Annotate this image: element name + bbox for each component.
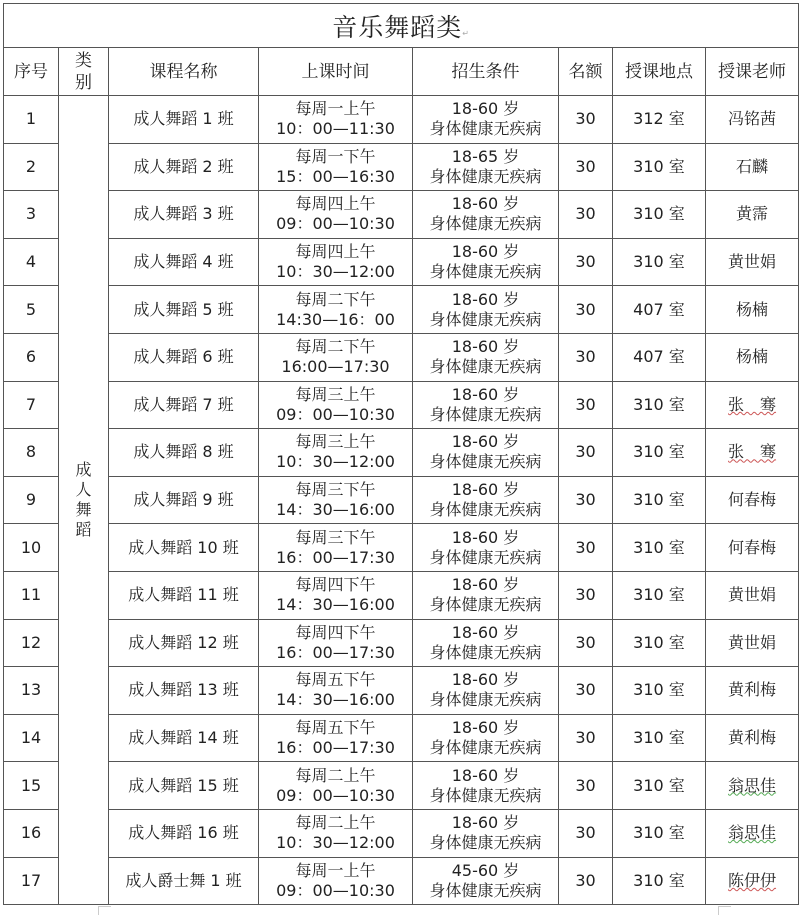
cell-class-time bbox=[259, 524, 413, 572]
cell-quota: 30 bbox=[559, 191, 613, 239]
cell-quota: 30 bbox=[559, 381, 613, 429]
class-hours: 14：30—16:00 bbox=[276, 595, 395, 615]
cell-index: 14 bbox=[4, 714, 59, 762]
health-requirement: 身体健康无疾病 bbox=[429, 357, 542, 377]
cell-course-name: 成人舞蹈 4 班 bbox=[109, 238, 259, 286]
cell-location: 310 室 bbox=[613, 571, 706, 619]
cell-quota: 30 bbox=[559, 476, 613, 524]
class-day: 每周四下午 bbox=[295, 622, 376, 642]
class-hours: 14：30—16:00 bbox=[276, 500, 395, 520]
age-range: 18-60 岁 bbox=[451, 432, 520, 452]
cell-teacher: 黄霈 bbox=[706, 191, 799, 239]
cell-course-name: 成人爵士舞 1 班 bbox=[109, 857, 259, 905]
age-range: 18-60 岁 bbox=[451, 337, 520, 357]
cell-teacher: 张 骞 bbox=[706, 381, 799, 429]
cell-teacher: 张 骞 bbox=[706, 429, 799, 477]
age-range: 18-65 岁 bbox=[451, 146, 520, 166]
cell-requirement bbox=[413, 476, 559, 524]
age-range: 18-60 岁 bbox=[451, 480, 520, 500]
cell-class-time bbox=[259, 571, 413, 619]
cell-quota: 30 bbox=[559, 286, 613, 334]
cell-location: 310 室 bbox=[613, 762, 706, 810]
table-title bbox=[4, 4, 799, 48]
cell-teacher: 陈伊伊 bbox=[706, 857, 799, 905]
cell-location: 310 室 bbox=[613, 667, 706, 715]
cell-requirement bbox=[413, 619, 559, 667]
cell-course-name: 成人舞蹈 12 班 bbox=[109, 619, 259, 667]
cell-quota: 30 bbox=[559, 667, 613, 715]
cell-requirement bbox=[413, 714, 559, 762]
cell-class-time bbox=[259, 333, 413, 381]
table-row bbox=[4, 809, 799, 857]
cell-index: 4 bbox=[4, 238, 59, 286]
table-row bbox=[4, 667, 799, 715]
table-row bbox=[4, 429, 799, 477]
age-range: 18-60 岁 bbox=[451, 99, 520, 119]
cell-class-time bbox=[259, 191, 413, 239]
class-hours: 09：00—10:30 bbox=[276, 214, 395, 234]
class-hours: 16:00—17:30 bbox=[281, 357, 390, 377]
cell-course-name: 成人舞蹈 15 班 bbox=[109, 762, 259, 810]
cell-requirement bbox=[413, 667, 559, 715]
age-range: 18-60 岁 bbox=[451, 622, 520, 642]
cell-requirement bbox=[413, 524, 559, 572]
cell-class-time bbox=[259, 667, 413, 715]
table-row bbox=[4, 238, 799, 286]
category-char: 成 bbox=[75, 460, 92, 480]
header-index: 序号 bbox=[4, 48, 59, 96]
cell-category bbox=[59, 96, 109, 905]
cell-index: 8 bbox=[4, 429, 59, 477]
header-quota: 名额 bbox=[559, 48, 613, 96]
cell-quota: 30 bbox=[559, 714, 613, 762]
header-time: 上课时间 bbox=[259, 48, 413, 96]
cell-quota: 30 bbox=[559, 143, 613, 191]
cell-teacher: 翁思佳 bbox=[706, 762, 799, 810]
table-row bbox=[4, 286, 799, 334]
cell-location: 310 室 bbox=[613, 381, 706, 429]
cell-index: 5 bbox=[4, 286, 59, 334]
cell-teacher: 何春梅 bbox=[706, 524, 799, 572]
class-hours: 10：30—12:00 bbox=[276, 833, 395, 853]
cell-quota: 30 bbox=[559, 857, 613, 905]
health-requirement: 身体健康无疾病 bbox=[429, 595, 542, 615]
age-range: 45-60 岁 bbox=[451, 860, 520, 880]
age-range: 18-60 岁 bbox=[451, 384, 520, 404]
class-hours: 10：30—12:00 bbox=[276, 452, 395, 472]
table-row bbox=[4, 333, 799, 381]
cell-class-time bbox=[259, 238, 413, 286]
class-hours: 14:30—16：00 bbox=[276, 309, 395, 329]
health-requirement: 身体健康无疾病 bbox=[429, 404, 542, 424]
cell-requirement bbox=[413, 286, 559, 334]
age-range: 18-60 岁 bbox=[451, 575, 520, 595]
age-range: 18-60 岁 bbox=[451, 718, 520, 738]
class-day: 每周四上午 bbox=[295, 194, 376, 214]
cell-quota: 30 bbox=[559, 524, 613, 572]
class-hours: 10：00—11:30 bbox=[276, 119, 395, 139]
cell-course-name: 成人舞蹈 7 班 bbox=[109, 381, 259, 429]
cell-teacher: 石麟 bbox=[706, 143, 799, 191]
class-hours: 16：00—17:30 bbox=[276, 642, 395, 662]
health-requirement: 身体健康无疾病 bbox=[429, 500, 542, 520]
class-hours: 15：00—16:30 bbox=[276, 166, 395, 186]
cell-teacher: 翁思佳 bbox=[706, 809, 799, 857]
cell-index: 13 bbox=[4, 667, 59, 715]
cell-requirement bbox=[413, 238, 559, 286]
cell-quota: 30 bbox=[559, 619, 613, 667]
cell-teacher: 杨楠 bbox=[706, 333, 799, 381]
cell-class-time bbox=[259, 381, 413, 429]
cell-location: 407 室 bbox=[613, 333, 706, 381]
class-day: 每周五下午 bbox=[295, 718, 376, 738]
cell-course-name: 成人舞蹈 10 班 bbox=[109, 524, 259, 572]
age-range: 18-60 岁 bbox=[451, 813, 520, 833]
class-day: 每周三下午 bbox=[295, 527, 376, 547]
cell-location: 310 室 bbox=[613, 857, 706, 905]
table-row bbox=[4, 714, 799, 762]
cell-requirement bbox=[413, 381, 559, 429]
health-requirement: 身体健康无疾病 bbox=[429, 119, 542, 139]
cell-course-name: 成人舞蹈 6 班 bbox=[109, 333, 259, 381]
health-requirement: 身体健康无疾病 bbox=[429, 452, 542, 472]
cell-quota: 30 bbox=[559, 809, 613, 857]
header-location: 授课地点 bbox=[613, 48, 706, 96]
cell-teacher: 何春梅 bbox=[706, 476, 799, 524]
cell-location: 310 室 bbox=[613, 238, 706, 286]
paragraph-mark-icon: ↵ bbox=[462, 28, 470, 38]
cell-course-name: 成人舞蹈 5 班 bbox=[109, 286, 259, 334]
table-row bbox=[4, 381, 799, 429]
cell-quota: 30 bbox=[559, 96, 613, 144]
cell-course-name: 成人舞蹈 14 班 bbox=[109, 714, 259, 762]
cell-index: 3 bbox=[4, 191, 59, 239]
header-row bbox=[4, 48, 799, 96]
cell-location: 310 室 bbox=[613, 809, 706, 857]
age-range: 18-60 岁 bbox=[451, 765, 520, 785]
cell-class-time bbox=[259, 429, 413, 477]
cell-index: 16 bbox=[4, 809, 59, 857]
cell-teacher: 黄世娟 bbox=[706, 571, 799, 619]
table-row bbox=[4, 619, 799, 667]
table-row bbox=[4, 762, 799, 810]
cell-index: 7 bbox=[4, 381, 59, 429]
cell-class-time bbox=[259, 476, 413, 524]
class-day: 每周五下午 bbox=[295, 670, 376, 690]
cell-location: 407 室 bbox=[613, 286, 706, 334]
cell-class-time bbox=[259, 762, 413, 810]
health-requirement: 身体健康无疾病 bbox=[429, 880, 542, 900]
cell-index: 12 bbox=[4, 619, 59, 667]
cell-requirement bbox=[413, 429, 559, 477]
table-row bbox=[4, 143, 799, 191]
class-hours: 16：00—17:30 bbox=[276, 738, 395, 758]
cell-index: 15 bbox=[4, 762, 59, 810]
class-hours: 09：00—10:30 bbox=[276, 404, 395, 424]
cell-requirement bbox=[413, 857, 559, 905]
class-hours: 14：30—16:00 bbox=[276, 690, 395, 710]
cell-requirement bbox=[413, 762, 559, 810]
cell-class-time bbox=[259, 809, 413, 857]
class-day: 每周二下午 bbox=[295, 289, 376, 309]
health-requirement: 身体健康无疾病 bbox=[429, 309, 542, 329]
cell-requirement bbox=[413, 96, 559, 144]
class-hours: 09：00—10:30 bbox=[276, 880, 395, 900]
table-row bbox=[4, 96, 799, 144]
class-day: 每周二上午 bbox=[295, 765, 376, 785]
cell-course-name: 成人舞蹈 13 班 bbox=[109, 667, 259, 715]
cell-class-time bbox=[259, 714, 413, 762]
header-requirement: 招生条件 bbox=[413, 48, 559, 96]
cell-class-time bbox=[259, 143, 413, 191]
table-row bbox=[4, 571, 799, 619]
cell-teacher: 杨楠 bbox=[706, 286, 799, 334]
cell-class-time bbox=[259, 619, 413, 667]
health-requirement: 身体健康无疾病 bbox=[429, 547, 542, 567]
health-requirement: 身体健康无疾病 bbox=[429, 642, 542, 662]
cell-quota: 30 bbox=[559, 762, 613, 810]
table-row bbox=[4, 476, 799, 524]
cell-requirement bbox=[413, 333, 559, 381]
class-day: 每周三上午 bbox=[295, 384, 376, 404]
cell-course-name: 成人舞蹈 1 班 bbox=[109, 96, 259, 144]
cell-class-time bbox=[259, 857, 413, 905]
cell-teacher: 黄世娟 bbox=[706, 619, 799, 667]
cell-location: 310 室 bbox=[613, 476, 706, 524]
class-day: 每周一上午 bbox=[295, 99, 376, 119]
cell-class-time bbox=[259, 286, 413, 334]
cell-requirement bbox=[413, 571, 559, 619]
cell-quota: 30 bbox=[559, 429, 613, 477]
cell-index: 10 bbox=[4, 524, 59, 572]
cell-index: 11 bbox=[4, 571, 59, 619]
age-range: 18-60 岁 bbox=[451, 527, 520, 547]
table-row bbox=[4, 857, 799, 905]
table-row bbox=[4, 524, 799, 572]
cell-teacher: 黄利梅 bbox=[706, 667, 799, 715]
cell-location: 310 室 bbox=[613, 714, 706, 762]
cell-quota: 30 bbox=[559, 333, 613, 381]
category-char: 舞 bbox=[75, 500, 92, 520]
cell-location: 310 室 bbox=[613, 191, 706, 239]
cell-course-name: 成人舞蹈 3 班 bbox=[109, 191, 259, 239]
cell-index: 2 bbox=[4, 143, 59, 191]
cell-index: 1 bbox=[4, 96, 59, 144]
cell-quota: 30 bbox=[559, 571, 613, 619]
cell-requirement bbox=[413, 809, 559, 857]
cell-quota: 30 bbox=[559, 238, 613, 286]
cell-requirement bbox=[413, 143, 559, 191]
class-day: 每周二上午 bbox=[295, 813, 376, 833]
cell-teacher: 黄世娟 bbox=[706, 238, 799, 286]
cell-location: 312 室 bbox=[613, 96, 706, 144]
age-range: 18-60 岁 bbox=[451, 194, 520, 214]
cell-requirement bbox=[413, 191, 559, 239]
health-requirement: 身体健康无疾病 bbox=[429, 690, 542, 710]
table-row bbox=[4, 191, 799, 239]
cell-course-name: 成人舞蹈 16 班 bbox=[109, 809, 259, 857]
header-teacher: 授课老师 bbox=[706, 48, 799, 96]
health-requirement: 身体健康无疾病 bbox=[429, 166, 542, 186]
age-range: 18-60 岁 bbox=[451, 242, 520, 262]
health-requirement: 身体健康无疾病 bbox=[429, 833, 542, 853]
class-hours: 10：30—12:00 bbox=[276, 262, 395, 282]
cell-class-time bbox=[259, 96, 413, 144]
age-range: 18-60 岁 bbox=[451, 289, 520, 309]
health-requirement: 身体健康无疾病 bbox=[429, 262, 542, 282]
cell-course-name: 成人舞蹈 2 班 bbox=[109, 143, 259, 191]
category-char: 蹈 bbox=[75, 520, 92, 540]
class-day: 每周三下午 bbox=[295, 480, 376, 500]
class-day: 每周四下午 bbox=[295, 575, 376, 595]
category-char: 人 bbox=[75, 480, 92, 500]
header-course: 课程名称 bbox=[109, 48, 259, 96]
cell-index: 9 bbox=[4, 476, 59, 524]
cell-teacher: 黄利梅 bbox=[706, 714, 799, 762]
class-day: 每周一上午 bbox=[295, 860, 376, 880]
course-schedule-table bbox=[3, 3, 799, 905]
header-category: 类别 bbox=[59, 48, 109, 96]
health-requirement: 身体健康无疾病 bbox=[429, 738, 542, 758]
cell-location: 310 室 bbox=[613, 143, 706, 191]
class-hours: 09：00—10:30 bbox=[276, 785, 395, 805]
cell-course-name: 成人舞蹈 8 班 bbox=[109, 429, 259, 477]
cell-index: 17 bbox=[4, 857, 59, 905]
table-title-text: 音乐舞蹈类 bbox=[332, 12, 463, 42]
class-hours: 16：00—17:30 bbox=[276, 547, 395, 567]
cell-location: 310 室 bbox=[613, 524, 706, 572]
cell-course-name: 成人舞蹈 9 班 bbox=[109, 476, 259, 524]
age-range: 18-60 岁 bbox=[451, 670, 520, 690]
class-day: 每周四上午 bbox=[295, 242, 376, 262]
class-day: 每周三上午 bbox=[295, 432, 376, 452]
cell-teacher: 冯铭茜 bbox=[706, 96, 799, 144]
cell-location: 310 室 bbox=[613, 429, 706, 477]
health-requirement: 身体健康无疾病 bbox=[429, 785, 542, 805]
cell-index: 6 bbox=[4, 333, 59, 381]
cell-location: 310 室 bbox=[613, 619, 706, 667]
class-day: 每周一下午 bbox=[295, 146, 376, 166]
class-day: 每周二下午 bbox=[295, 337, 376, 357]
health-requirement: 身体健康无疾病 bbox=[429, 214, 542, 234]
cell-course-name: 成人舞蹈 11 班 bbox=[109, 571, 259, 619]
